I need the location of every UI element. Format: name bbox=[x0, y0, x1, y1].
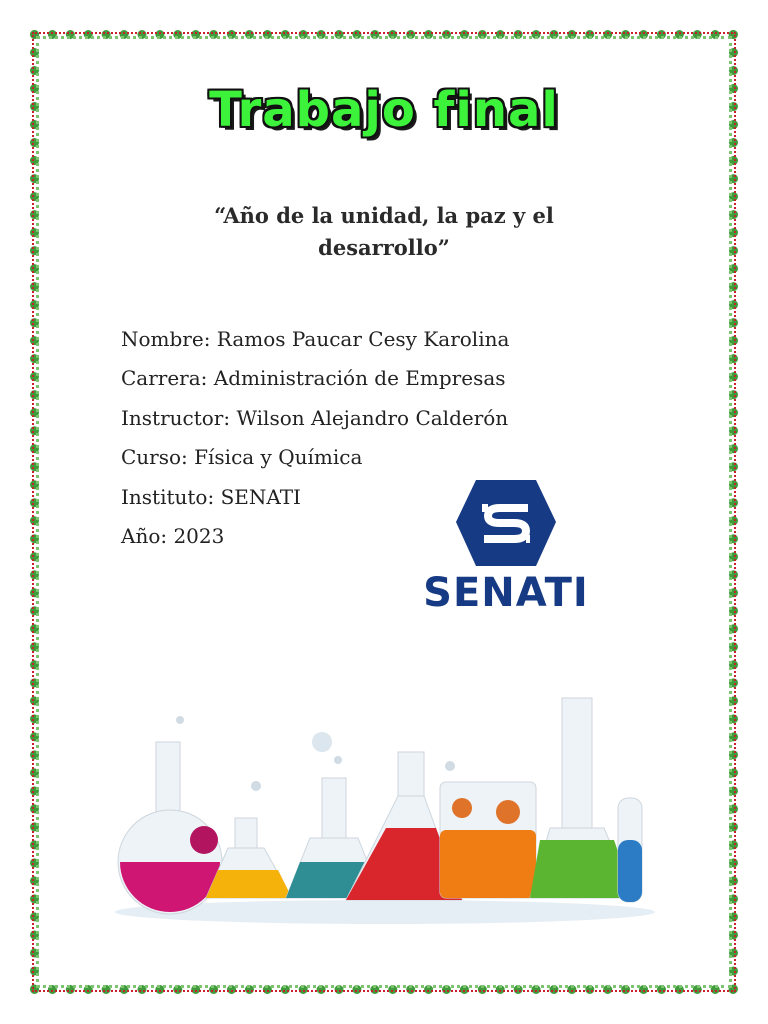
info-name: Nombre: Ramos Paucar Cesy Karolina bbox=[121, 327, 510, 351]
senati-hexagon-icon bbox=[418, 478, 594, 570]
motto-heading: “Año de la unidad, la paz y el desarrollo” bbox=[214, 203, 554, 260]
info-course: Curso: Física y Química bbox=[121, 445, 363, 470]
info-institute: Instituto: SENATI bbox=[121, 484, 301, 509]
info-instructor: Instructor: Wilson Alejandro Calderón bbox=[121, 405, 509, 430]
senati-logo-text: SENATI bbox=[423, 570, 589, 616]
page-title: Trabajo final bbox=[209, 82, 559, 138]
info-year: Año: 2023 bbox=[121, 524, 225, 549]
senati-logo bbox=[418, 478, 594, 616]
info-career: Carrera: Administración de Empresas bbox=[121, 366, 506, 391]
chemistry-flasks-icon bbox=[110, 690, 660, 930]
